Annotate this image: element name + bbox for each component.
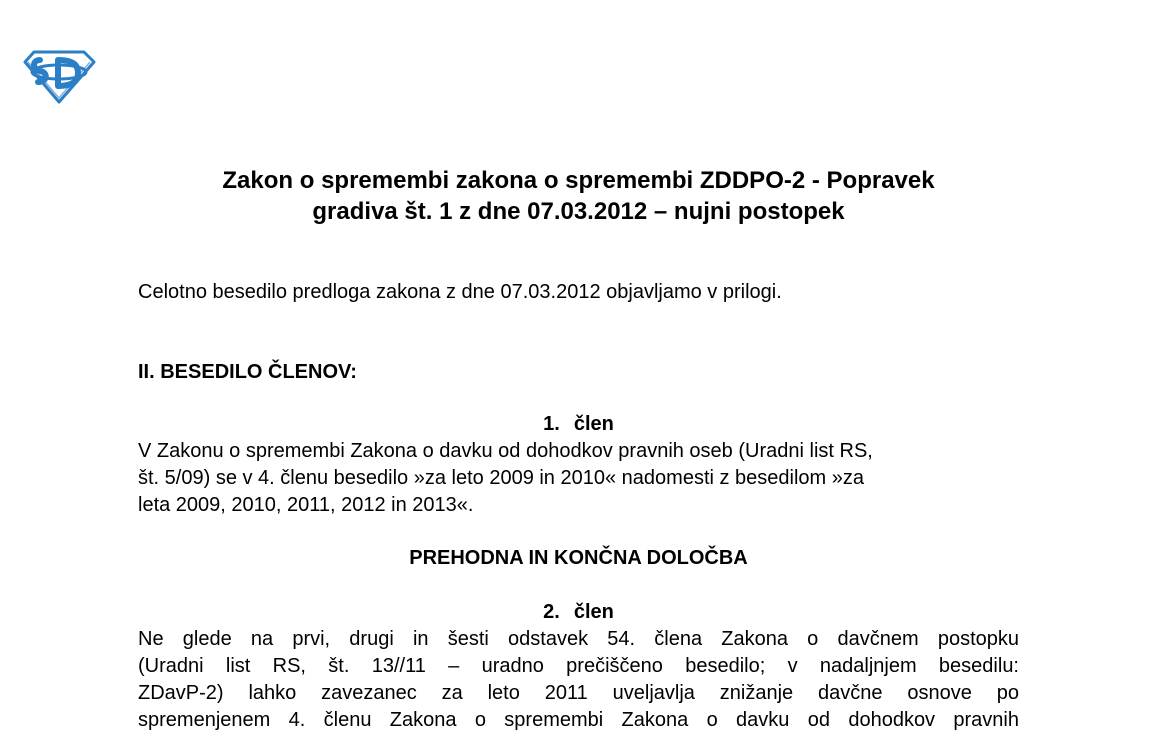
article-1-line: leta 2009, 2010, 2011, 2012 in 2013«. xyxy=(138,494,474,516)
article-word: člen xyxy=(573,413,614,435)
article-word: člen xyxy=(573,601,614,623)
subsection-heading: PREHODNA IN KONČNA DOLOČBA xyxy=(409,547,748,569)
sds-shield-logo-icon xyxy=(22,48,96,104)
article-1-line: V Zakonu o spremembi Zakona o davku od dohodkov pravnih oseb (Uradni list RS, xyxy=(138,440,873,462)
article-2-line: spremenjenem 4. členu Zakona o spremembi Zakona o davku od dohodkov pravnih xyxy=(138,709,1019,731)
article-2-line: (Uradni list RS, št. 13//11 – uradno prečiščeno besedilo; v nadaljnjem besedilu: xyxy=(138,655,1019,677)
section-heading: II. BESEDILO ČLENOV: xyxy=(138,361,357,383)
article-1-line: št. 5/09) se v 4. členu besedilo »za leto 2009 in 2010« nadomesti z besedilom »za xyxy=(138,467,865,489)
article-1-heading xyxy=(138,411,1019,438)
document-title-line-2: gradiva št. 1 z dne 07.03.2012 – nujni postopek xyxy=(312,198,845,225)
article-number: 1. xyxy=(543,413,560,435)
article-2-line: ZDavP-2) lahko zavezanec za leto 2011 uveljavlja znižanje davčne osnove po xyxy=(138,682,1019,704)
article-2-heading xyxy=(138,599,1019,626)
document-title-line-1: Zakon o spremembi zakona o spremembi ZDDPO-2 - Popravek xyxy=(222,167,935,194)
intro-paragraph: Celotno besedilo predloga zakona z dne 07.03.2012 objavljamo v prilogi. xyxy=(138,281,782,303)
article-2-line: Ne glede na prvi, drugi in šesti odstavek 54. člena Zakona o davčnem postopku xyxy=(138,628,1019,650)
article-number: 2. xyxy=(543,601,560,623)
